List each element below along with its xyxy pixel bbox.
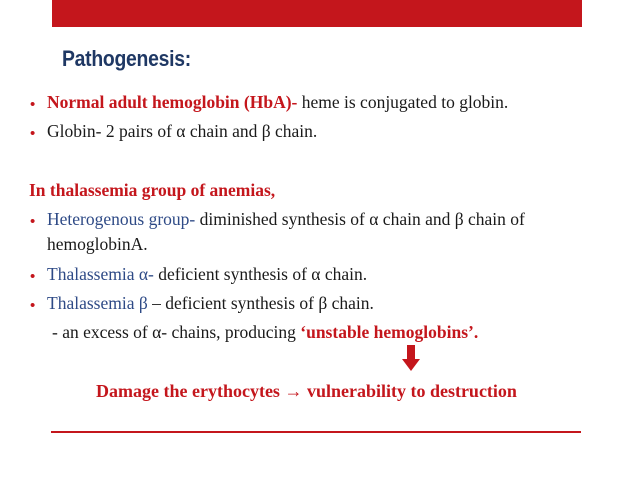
thal-beta-text: – deficient synthesis of β chain.	[147, 293, 374, 313]
hba-term: Normal adult hemoglobin (HbA)-	[47, 92, 298, 112]
bullet-heterogenous-cont: hemoglobinA.	[47, 234, 148, 254]
alpha-excess-text: - an excess of α- chains, producing	[52, 322, 301, 342]
down-arrow-icon	[402, 345, 420, 371]
bottom-rule	[51, 431, 581, 433]
bullet-icon: •	[30, 268, 36, 285]
bullet-icon: •	[30, 213, 36, 230]
thalassemia-heading: In thalassemia group of anemias,	[29, 180, 276, 200]
alpha-excess-line	[52, 322, 478, 343]
slide-title: Pathogenesis:	[62, 46, 191, 71]
heterogenous-term: Heterogenous group-	[47, 209, 196, 229]
thal-alpha-text: deficient synthesis of α chain.	[153, 264, 368, 284]
top-accent-bar	[52, 0, 582, 27]
thal-beta-term: Thalassemia β	[47, 293, 148, 313]
unstable-hemoglobins-term: ‘unstable hemoglobins’.	[300, 322, 479, 342]
bullet-hba	[47, 92, 508, 113]
bullet-globin: Globin- 2 pairs of α chain and β chain.	[47, 121, 318, 141]
heterogenous-text: diminished synthesis of α chain and β chain of	[195, 209, 525, 229]
thal-alpha-term: Thalassemia α-	[47, 264, 154, 284]
bullet-icon: •	[30, 96, 36, 113]
bullet-heterogenous	[47, 209, 525, 230]
bullet-thal-beta	[47, 293, 374, 314]
conclusion-text: Damage the erythocytes → vulnerability to destruction	[96, 381, 517, 401]
bullet-icon: •	[30, 297, 36, 314]
bullet-thal-alpha	[47, 264, 367, 285]
bullet-icon: •	[30, 125, 36, 142]
hba-text: heme is conjugated to globin.	[297, 92, 509, 112]
